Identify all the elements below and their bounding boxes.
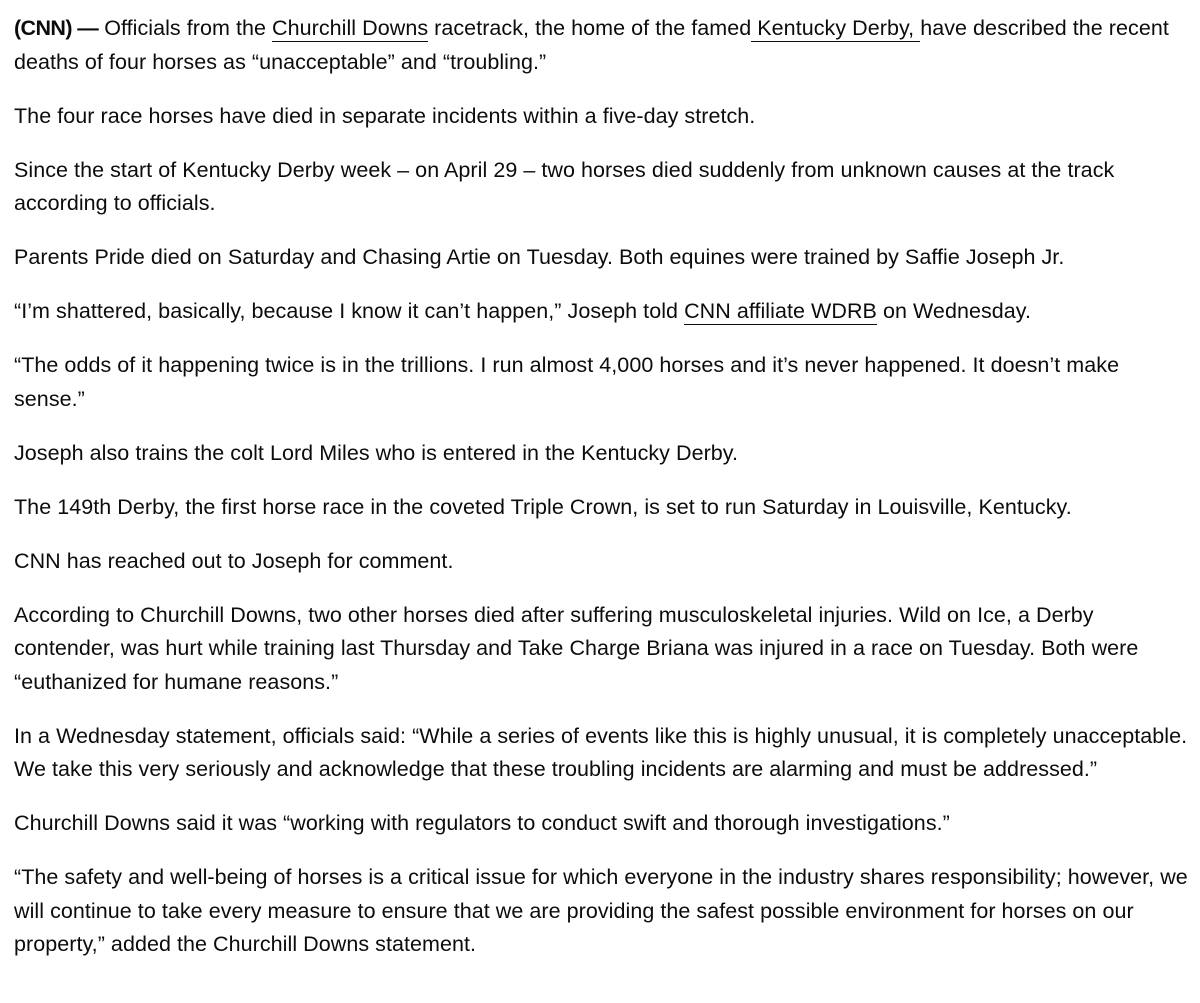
- paragraph-text: on Wednesday.: [876, 299, 1032, 323]
- article-paragraph: According to Churchill Downs, two other horses died after suffering musculoskeletal injuries. Wild on Ice, a Derby contender, was hurt while training last Thursday and Take Charge Briana was injured in a race on Tuesday. Both were “euthanized for humane reasons.”: [14, 602, 1139, 694]
- link-cnn-affiliate-wdrb[interactable]: CNN affiliate WDRB: [684, 299, 877, 323]
- paragraph-text: have described the recent deaths of four horses as “unacceptable” and “troubling.”: [14, 16, 1169, 74]
- link-churchill-downs[interactable]: Churchill Downs: [272, 16, 429, 40]
- paragraph-text: “I’m shattered, basically, because I know it can’t happen,” Joseph told: [14, 299, 685, 323]
- article-paragraph: CNN has reached out to Joseph for comment.: [14, 548, 454, 573]
- article-paragraph: [14, 12, 1188, 79]
- paragraph-text: racetrack, the home of the famed: [428, 16, 752, 40]
- cnn-dateline: (CNN) —: [14, 16, 99, 40]
- paragraph-text: Officials from the: [98, 16, 273, 40]
- article-paragraph: In a Wednesday statement, officials said: “While a series of events like this is highly unusual, it is completely unacceptable. We take this very seriously and acknowledge that these troubling incidents are alarming and must be addressed.”: [14, 723, 1188, 781]
- link-kentucky-derby[interactable]: Kentucky Derby,: [751, 16, 921, 40]
- article-paragraph: Joseph also trains the colt Lord Miles who is entered in the Kentucky Derby.: [14, 440, 739, 465]
- article-paragraph: “The safety and well-being of horses is a critical issue for which everyone in the industry shares responsibility; however, we will continue to take every measure to ensure that we are providing the safest possible environment for horses on our property,” added the Churchill Downs statement.: [14, 865, 1188, 956]
- article-paragraph: The four race horses have died in separate incidents within a five-day stretch.: [14, 103, 756, 128]
- article-paragraph: [14, 295, 1188, 329]
- article-paragraph: Parents Pride died on Saturday and Chasing Artie on Tuesday. Both equines were trained by Saffie Joseph Jr.: [14, 245, 1065, 269]
- article-paragraph: The 149th Derby, the first horse race in the coveted Triple Crown, is set to run Saturday in Louisville, Kentucky.: [14, 494, 1072, 519]
- article-paragraph: “The odds of it happening twice is in the trillions. I run almost 4,000 horses and it’s never happened. It doesn’t make sense.”: [14, 353, 1120, 411]
- article-paragraph: Churchill Downs said it was “working with regulators to conduct swift and thorough investigations.”: [14, 811, 950, 835]
- article-paragraph: Since the start of Kentucky Derby week – on April 29 – two horses died suddenly from unknown causes at the track according to officials.: [14, 157, 1115, 215]
